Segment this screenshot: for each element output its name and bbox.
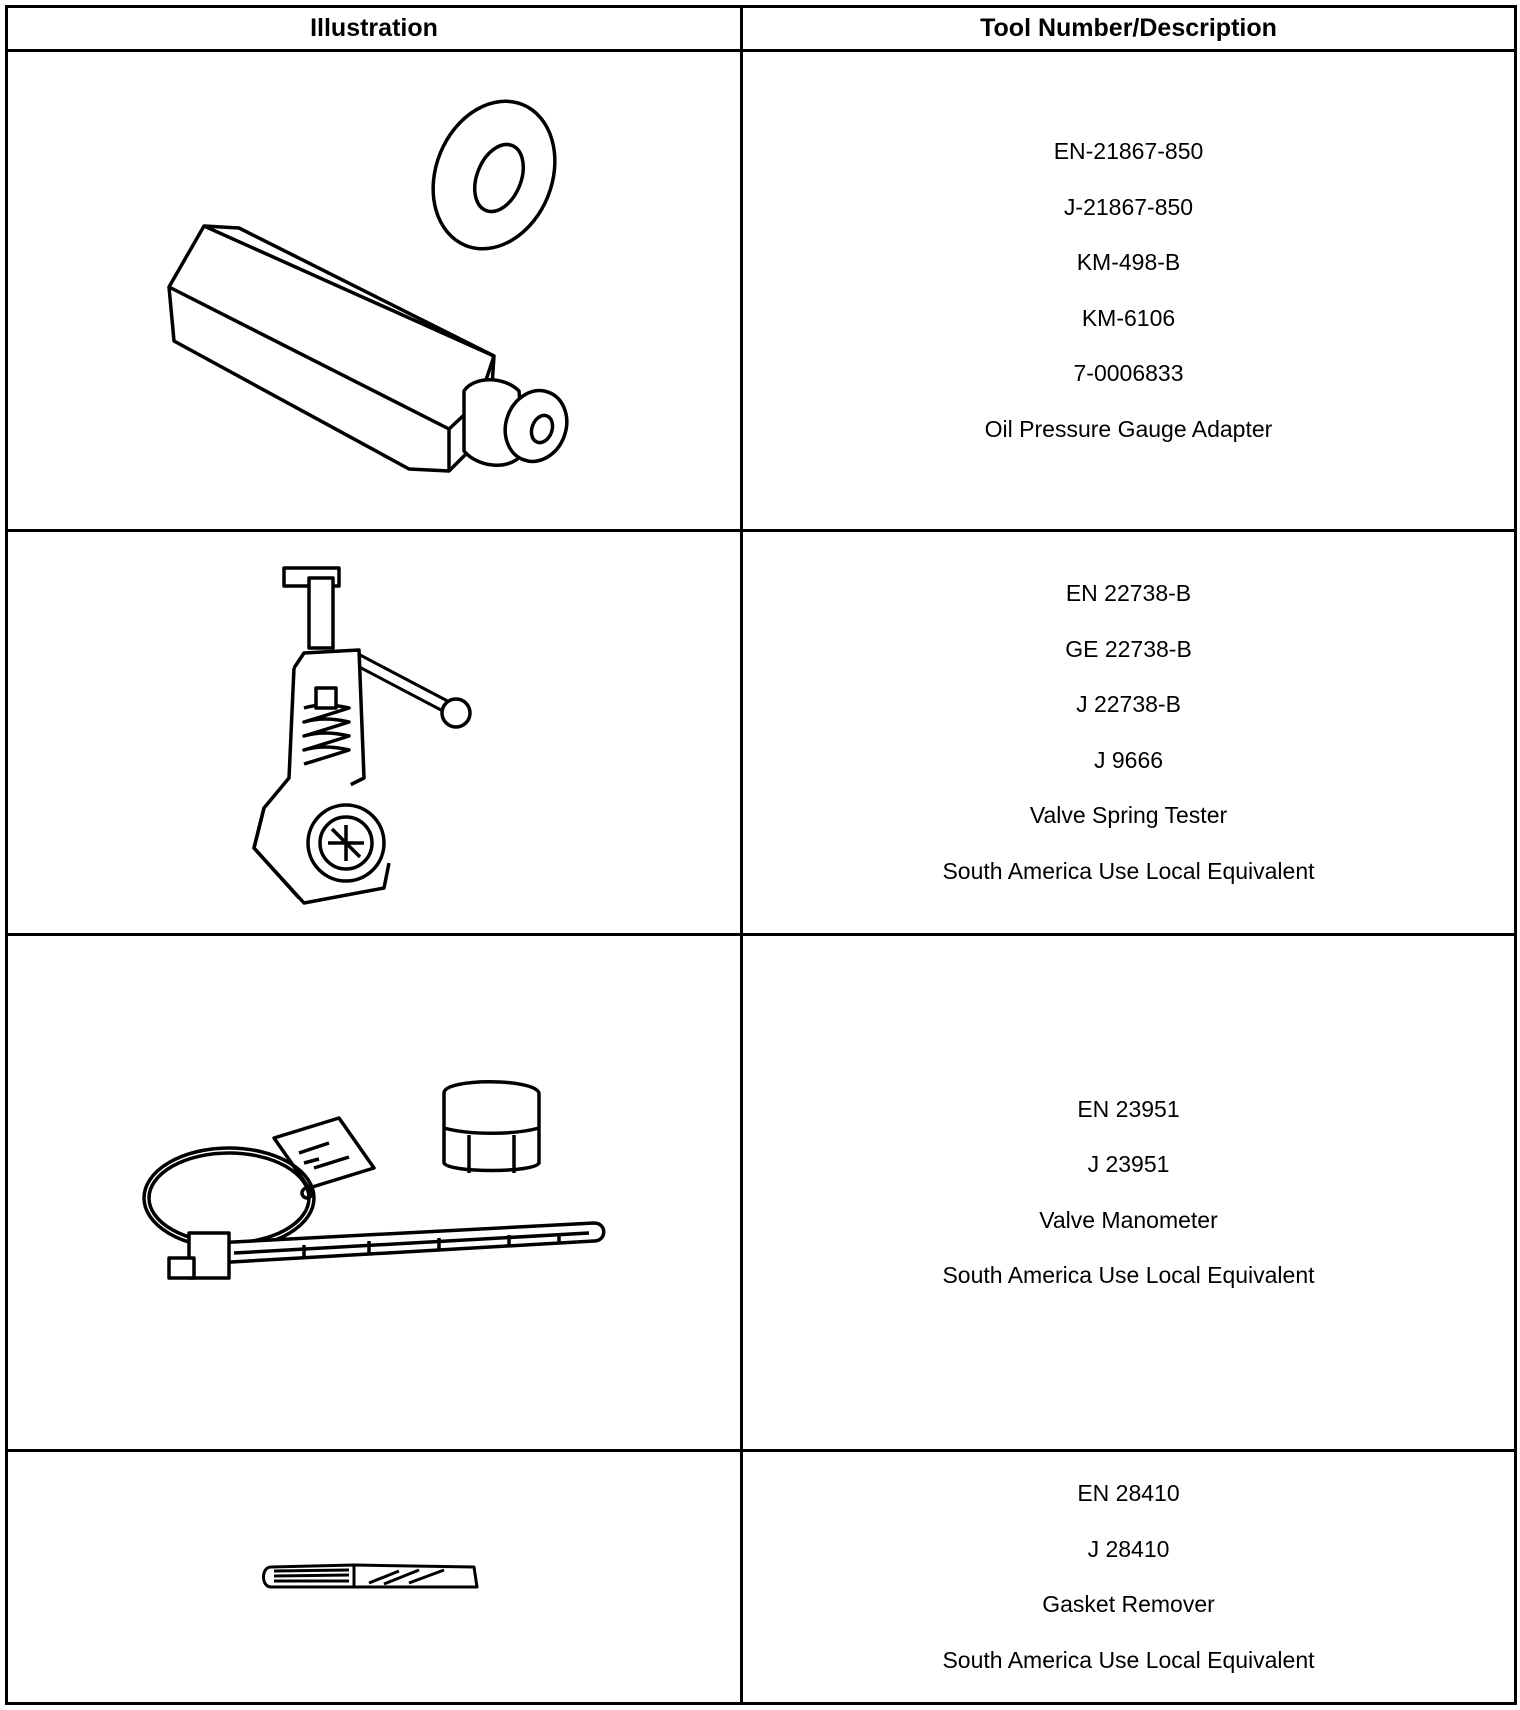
header-row xyxy=(7,7,1516,51)
valve-spring-tester-illustration xyxy=(244,558,504,908)
tool-note: South America Use Local Equivalent xyxy=(942,857,1315,884)
table-row xyxy=(7,1451,1516,1704)
tool-description: Oil Pressure Gauge Adapter xyxy=(984,415,1273,442)
tool-number: KM-6106 xyxy=(1081,304,1176,331)
illustration-cell xyxy=(7,51,742,531)
tool-number: 7-0006833 xyxy=(1073,360,1184,386)
tool-number: J 23951 xyxy=(1087,1151,1170,1177)
tool-number: EN-21867-850 xyxy=(1053,138,1204,164)
tool-note: South America Use Local Equivalent xyxy=(942,1646,1315,1673)
valve-manometer-illustration xyxy=(139,1073,609,1313)
tool-number: KM-498-B xyxy=(1076,249,1181,275)
tool-number: EN 23951 xyxy=(1077,1095,1180,1122)
table-row xyxy=(7,935,1516,1451)
description-cell xyxy=(742,1451,1516,1704)
tool-number: EN 28410 xyxy=(1077,1480,1180,1506)
gasket-remover-illustration xyxy=(259,1557,489,1597)
tool-table xyxy=(5,5,1517,1705)
tool-note: South America Use Local Equivalent xyxy=(942,1262,1315,1288)
tool-number: J-21867-850 xyxy=(1063,193,1194,220)
header-tool-number: Tool Number/Description xyxy=(742,7,1516,51)
tool-description: Gasket Remover xyxy=(1042,1591,1215,1617)
table-row xyxy=(7,531,1516,935)
tool-number: EN 22738-B xyxy=(1065,580,1192,606)
illustration-cell xyxy=(7,1451,742,1704)
description-cell xyxy=(742,531,1516,935)
tool-description: Valve Spring Tester xyxy=(1029,802,1228,828)
tool-number: J 22738-B xyxy=(1076,691,1181,717)
header-illustration: Illustration xyxy=(7,7,742,51)
tool-number: J 28410 xyxy=(1087,1535,1170,1562)
tool-description: Valve Manometer xyxy=(1039,1206,1218,1233)
table-row xyxy=(7,51,1516,531)
description-cell xyxy=(742,51,1516,531)
description-cell xyxy=(742,935,1516,1451)
tool-number: J 9666 xyxy=(1093,746,1164,773)
tool-number: GE 22738-B xyxy=(1065,635,1192,662)
oil-pressure-adapter-illustration xyxy=(144,91,604,491)
illustration-cell xyxy=(7,531,742,935)
illustration-cell xyxy=(7,935,742,1451)
